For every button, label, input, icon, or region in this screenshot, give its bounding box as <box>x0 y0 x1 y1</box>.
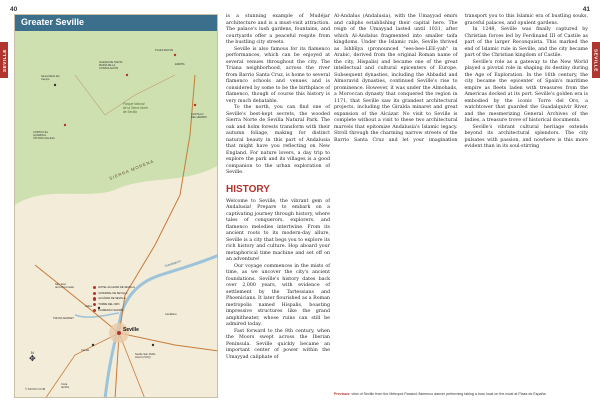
legend-marker-icon <box>93 292 96 295</box>
caption-text: view of Seville from the Metropol Parasol; flamenco dancer performing taking a bow; boat on the moat at Plaza de España. <box>350 392 547 396</box>
body-paragraph: In 1248, Seville was finally captured by Christian forces led by Ferdinand III of Castile as part of the larger Reconquista. This marked the end of Islamic rule in Seville, and the city became part of the Christian kingdom of Castile. <box>464 27 588 58</box>
section-tab-left-label: SEVILLE <box>1 48 7 72</box>
iglesia-label: IGLESIA DE SANTA MARÍA DE LA CONSOLACIÓN <box>99 61 123 70</box>
map-marker-castillo <box>194 104 196 106</box>
map-marker-plaza <box>174 54 176 56</box>
cantillana-label: Cantillana <box>165 313 177 316</box>
history-heading: HISTORY <box>226 183 270 195</box>
greater-seville-map <box>14 14 218 398</box>
compass-north-label: N <box>30 350 34 355</box>
body-paragraph: is a stunning example of Mudéjar architecture and is a must-visit attraction. The palace's lush gardens, fountains, and courtyards offer a peaceful respite from the bustling city streets. <box>226 14 330 45</box>
cortijo-label: CORTIJO EL GUARDIAL VÍCTOR CALLEJA <box>33 131 55 140</box>
right-page-number: 41 <box>582 6 590 13</box>
legend-marker-icon <box>93 309 96 312</box>
triana-label: TRIANA MARKET <box>53 317 74 320</box>
map-marker-iglesia <box>126 74 128 76</box>
sierra-morena-label: SIERRA MORENA <box>108 158 155 181</box>
text-column-2 <box>334 14 588 390</box>
history-paragraph: Our voyage commences in the mists of time, as we uncover the city's ancient foundations. Seville's history dates back over 2,000 years, with evidence of settlement by the Tartessians and Phoenicians. It later flourished as a Roman metropolis named Hispalis, boasting impressive structures like the grand amphitheater, whose ruins can still be admired today. <box>226 263 330 327</box>
santa-maria-label: Santa María del Campo <box>41 75 60 81</box>
section-tab-right <box>592 42 600 78</box>
legend-label: ALCÁZAR DE SEVILLA <box>98 297 126 301</box>
airport-label: Seville San Pablo Airport (SVQ) <box>135 353 156 359</box>
legend-label: TORRE DEL ORO <box>98 303 120 307</box>
body-paragraph: Seville's role as a gateway to the New World played a pivotal role in shaping its destiny during the Age of Exploration. In the 16th century, the city became the epicenter of Spain's maritime empire as fleets laden with treasures from the Americas docked at its port. Seville's golden era is embodied by the iconic Torre del Oro, a watchtower that guarded the Guadalquivir River, and the mesmerizing General Archives of the Indies, a treasure trove of historical documents. <box>464 59 588 123</box>
body-paragraph: Seville is also famous for its flamenco performances, which can be enjoyed at several venues throughout the city. The Triana neighborhood, across the river from Barrio Santa Cruz, is home to several flamenco schools and venues and is considered by some to be the birthplace of flamenco, though of course this history is very much debatable. <box>226 46 330 104</box>
section-tab-left <box>0 42 8 78</box>
text-column-1 <box>226 14 330 361</box>
san-jose-label: San José de la Rinconada <box>55 283 74 289</box>
legend-marker-icon <box>93 286 96 289</box>
map-graphic <box>15 15 218 398</box>
map-title: Greater Seville <box>21 17 85 27</box>
photo-caption <box>334 392 588 397</box>
park-label: Parque Natural de la Sierra Norte de Sevilla <box>123 102 148 114</box>
body-paragraph: To the north, you can find one of Seville's best-kept secrets, the wooded Sierra Norte de Sevilla Natural Park. The oak and holm forests transform with their autumn foliage, making for distinct natural beauty in this part of Andalusia that might have you reflecting on New England. For nature lovers, a day trip to explore the park and its villages is a good companion to the urban exploration of Seville. <box>226 105 330 175</box>
castillo-label: CASTILLO DEL HIERRO <box>191 113 207 119</box>
history-paragraph: Fast forward to the 8th century, when the Moors swept across the Iberian Peninsula. Seville quickly became an important center of power within the Umayyad caliphate of <box>226 328 330 360</box>
italica-label: Itálica <box>85 305 92 308</box>
compass-rose-icon: N ✥ <box>29 350 36 363</box>
map-marker-cortijo <box>64 124 66 126</box>
legend-marker-icon <box>93 297 96 300</box>
body-paragraph: Seville's vibrant cultural heritage extends beyond its architectural splendors. The city pulsates with passion, and nowhere is this more evident than in its soul-stirring <box>464 124 588 149</box>
legend-marker-icon <box>93 303 96 306</box>
legend-item <box>93 307 155 313</box>
section-tab-right-label: SEVILLE <box>593 48 599 72</box>
map-copyright: © MOON.COM <box>25 387 46 391</box>
road-southwest <box>45 333 119 398</box>
legend-label: FLAMENCO SHOWS <box>98 308 124 312</box>
legend-label: CATEDRAL DE SEVILLA <box>98 291 128 295</box>
camas-label: Camas <box>81 349 90 352</box>
map-marker-santa-maria <box>54 84 56 86</box>
body-paragraph: Al-Andalus (Andalusia), with the Umayyad emirs and caliphs establishing their capital here. The reign of the Umayyad lasted until 1031, after which Al-Andalus fragmented into smaller taifa kingdoms. Under the Islamic rule, Seville thrived as Ishbīlya (pronounced "ees-bee-LEE-yah" in Arabic, derived from the original Roman name of the city, Hispalis) and became one of the great intellectual and cultural epicenters of Europe. Subsequent dynasties, including the Abbadid and Almoravid dynasties, continued Seville's rise to prominence. However, it was under the Almohads, a Moroccan dynasty that conquered the region in 1171, that Seville saw its grandest architectural projects, including the Giralda minaret and great expansion of the Alcázar. No visit to Seville is complete without a visit to these two architectural marvels that epitomize Andalusia's Islamic legacy. Stroll through the charming narrow streets of the Barrio Santa Cruz and let your imagination transport you to this Islamic era of bustling souks, graceful palaces, and opulent gardens. <box>334 14 588 143</box>
ermita-label: ERMITA <box>175 63 185 66</box>
natural-park-area <box>15 31 218 205</box>
road-south <box>119 333 145 398</box>
caption-lead: Previous: <box>334 392 351 396</box>
river-label: Guadalquivir <box>164 258 182 268</box>
left-page-number: 40 <box>10 6 18 13</box>
map-legend <box>93 285 155 313</box>
map-marker-airport <box>152 344 154 346</box>
seville-marker <box>117 331 121 335</box>
map-marker-camas <box>92 344 94 346</box>
plaza-mayor-label: PLAZA MAYOR <box>155 49 174 52</box>
coria-label: Coria del Río <box>61 383 70 389</box>
history-paragraph: Welcome to Seville, the vibrant gem of Andalusia! Prepare to embark on a captivating journey through history, where tales of conquerors, explorers, and flamenco melodies intertwine. From its ancient roots to its modern-day allure, Seville is a city that begs you to explore its rich history and culture. Hop aboard your metaphorical time machine and set off on an adventure! <box>226 198 330 262</box>
seville-label: Seville <box>123 327 139 333</box>
legend-label: HOTEL ALCAZAR DE SEVILLA <box>98 286 135 290</box>
